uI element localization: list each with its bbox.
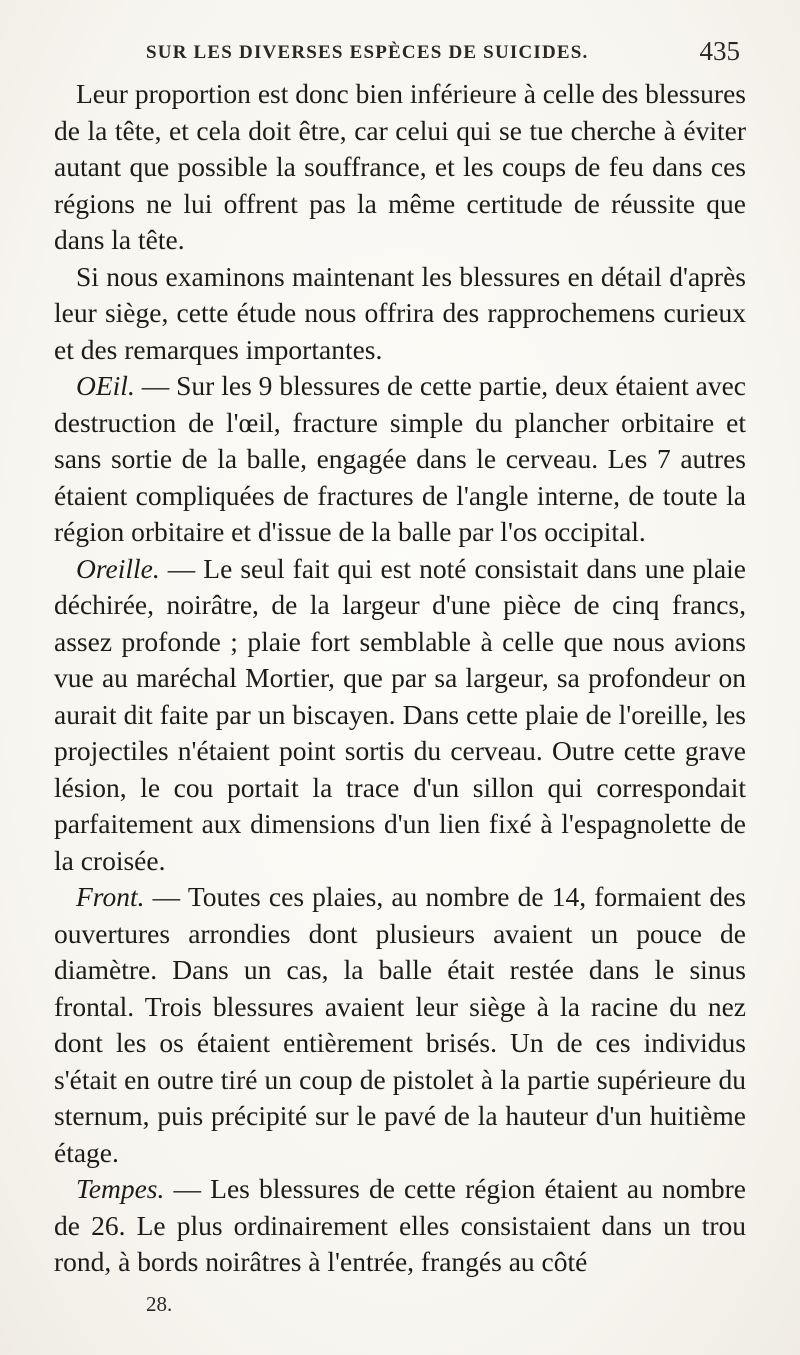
- paragraph-text: Leur proportion est donc bien inférieure à celle des blessures de la tête, et cela doit être, car celui qui se tue cherche à éviter autant que possible la souffrance, et les coups de feu dans ces régions ne lui offrent pas la même certitude de réussite que dans la tête.: [54, 78, 746, 255]
- section-lead-tempes: Tempes.: [76, 1173, 165, 1204]
- paragraph-text: — Le seul fait qui est noté consistait dans une plaie déchirée, noirâtre, de la largeur d'une pièce de cinq francs, assez profonde ; plaie fort semblable à celle que nous avions vue au maréchal Mortier, que par sa largeur, sa profondeur on aurait dit faite par un biscayen. Dans cette plaie de l'oreille, les projectiles n'étaient point sortis du cerveau. Outre cette grave lésion, le cou portait la trace d'un sillon qui correspondait parfaitement aux dimensions d'un lien fixé à l'espagnolette de la croisée.: [54, 552, 746, 876]
- paragraph-text: — Toutes ces plaies, au nombre de 14, formaient des ouvertures arrondies dont plusieurs avaient un pouce de diamètre. Dans un cas, la balle était restée dans le sinus frontal. Trois blessures avaient leur siège à la racine du nez dont les os étaient entièrement brisés. Un de ces individus s'était en outre tiré un coup de pistolet à la partie supérieure du sternum, puis précipité sur le pavé de la hauteur d'un huitième étage.: [54, 881, 746, 1168]
- paragraph-text: — Sur les 9 blessures de cette partie, deux étaient avec destruction de l'œil, fracture simple du plancher orbitaire et sans sortie de la balle, engagée dans le cerveau. Les 7 autres étaient compliquées de fractures de l'angle interne, de toute la région orbitaire et d'issue de la balle par l'os occipital.: [54, 370, 746, 547]
- signature-mark: 28.: [146, 1292, 173, 1316]
- section-lead-front: Front.: [76, 881, 145, 912]
- paragraph: [54, 76, 746, 259]
- section-lead-oeil: OEil.: [76, 370, 135, 401]
- paragraph-text: Si nous examinons maintenant les blessures en détail d'après leur siège, cette étude nous offrira des rapprochemens curieux et des remarques importantes.: [54, 260, 746, 365]
- paragraph-oreille: [54, 551, 746, 880]
- section-lead-oreille: Oreille.: [76, 552, 160, 584]
- paragraph-oeil: [54, 368, 746, 551]
- body-text: [54, 76, 746, 1281]
- paragraph: [54, 259, 746, 369]
- paragraph-front: [54, 879, 746, 1171]
- paragraph-tempes: [54, 1171, 746, 1281]
- paragraph-text: — Les blessures de cette région étaient au nombre de 26. Le plus ordinairement elles consistaient dans un trou rond, à bords noirâtres à l'entrée, frangés au côté: [54, 1173, 746, 1277]
- running-head: [60, 34, 740, 70]
- page-number: 435: [699, 36, 740, 66]
- running-title: SUR LES DIVERSES ESPÈCES DE SUICIDES.: [146, 42, 589, 63]
